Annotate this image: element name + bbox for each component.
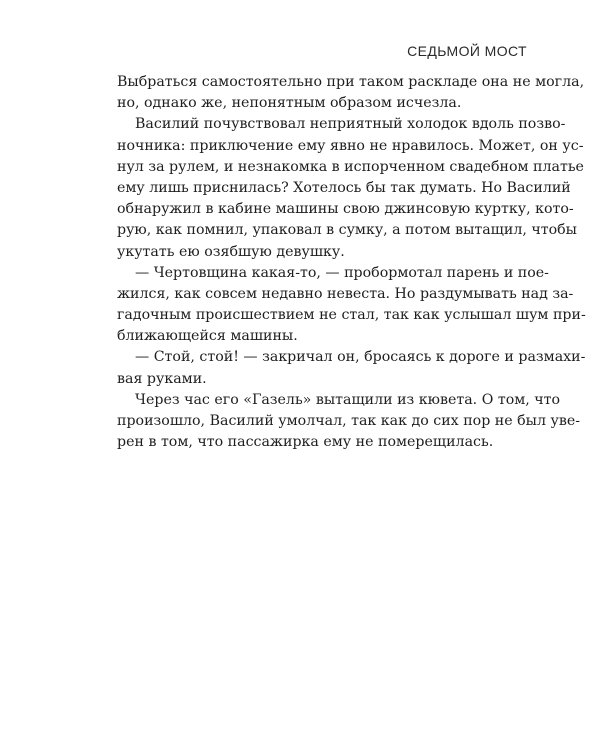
text-line: жился, как совсем недавно невеста. Но раздумывать над за- (117, 285, 574, 302)
text-line: обнаружил в кабине машины свою джинсовую куртку, кото- (117, 201, 574, 218)
text-line: ему лишь приснилась? Хотелось бы так думать. Но Василий (117, 179, 571, 196)
text-line: нул за рулем, и незнакомка в испорченном свадебном платье (117, 158, 584, 175)
text-line: ближающейся машины. (117, 328, 298, 345)
text-line: вая руками. (117, 370, 207, 387)
text-line: ночника: приключение ему явно не нравилось. Может, он ус- (117, 137, 584, 154)
text-line: — Стой, стой! — закричал он, бросаясь к дороге и размахи- (135, 349, 586, 366)
text-line: Выбраться самостоятельно при таком раскладе она не могла, (117, 74, 585, 90)
text-line: укутать ею озябшую девушку. (117, 243, 345, 260)
text-line: Через час его «Газель» вытащили из кювета. О том, что (135, 391, 561, 408)
running-head-title: СЕДЬМОЙ МОСТ (407, 43, 527, 59)
body-text (117, 72, 586, 453)
text-line: Василий почувствовал неприятный холодок вдоль позво- (135, 116, 566, 133)
text-line: рую, как помнил, упаковал в сумку, а потом вытащил, чтобы (117, 222, 577, 239)
text-line: но, однако же, непонятным образом исчезла. (117, 95, 462, 112)
text-line: рен в том, что пассажирка ему не померещилась. (117, 434, 494, 451)
text-line: произошло, Василий умолчал, так как до сих пор не был уве- (117, 413, 581, 429)
text-line: гадочным происшествием не стал, так как услышал шум при- (117, 307, 586, 324)
text-line: — Чертовщина какая-то, — пробормотал парень и пое- (135, 264, 549, 281)
